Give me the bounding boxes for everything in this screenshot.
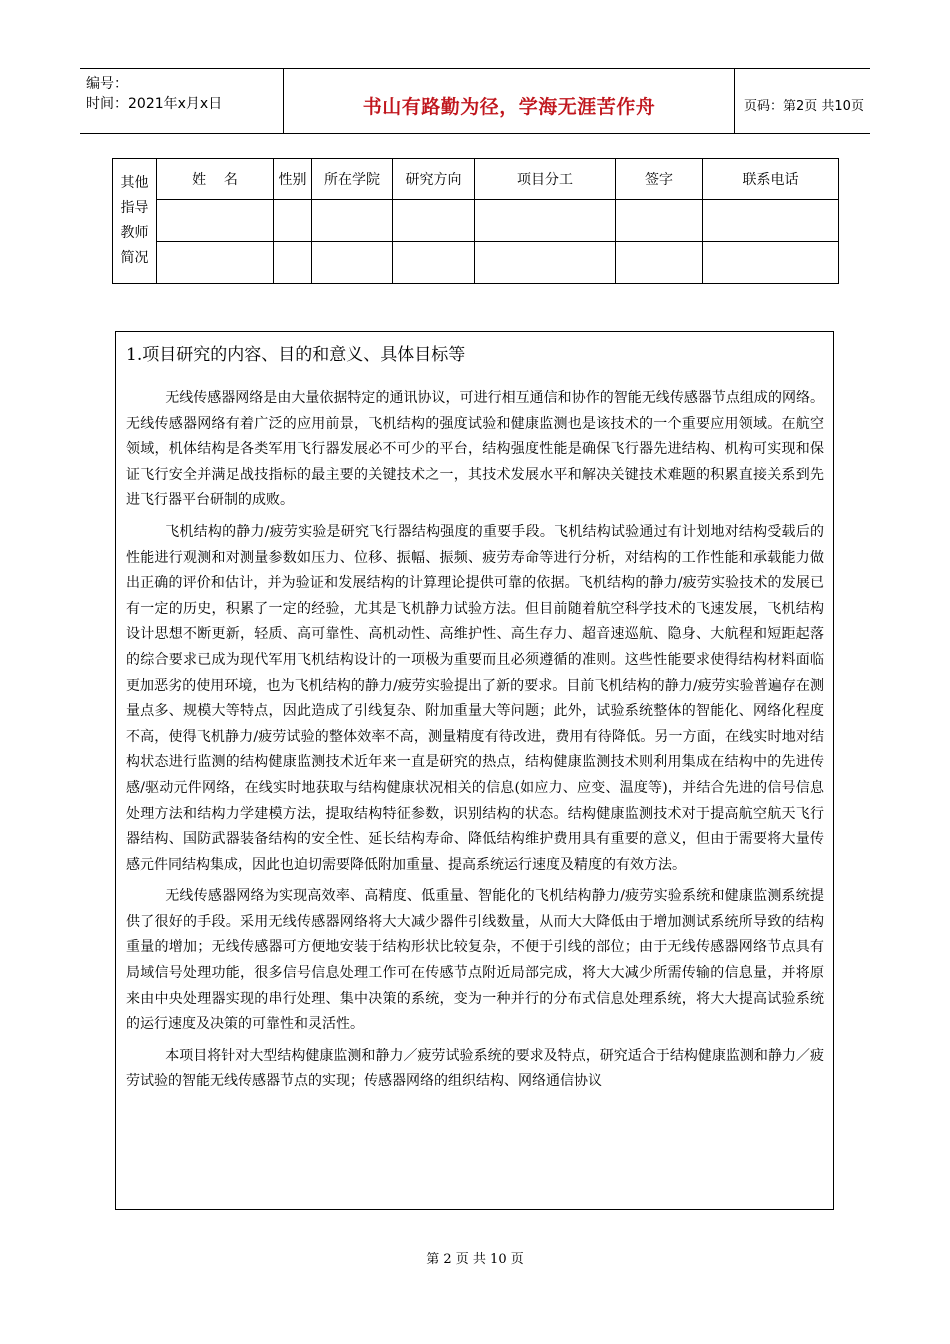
section-heading: 1.项目研究的内容、目的和意义、具体目标等: [126, 345, 466, 365]
table-cell[interactable]: [157, 200, 274, 242]
page-header: [80, 68, 870, 134]
content-box: [115, 331, 834, 1210]
paragraph: 本项目将针对大型结构健康监测和静力／疲劳试验系统的要求及特点，研究适合于结构健康监测和静力／疲劳试验的智能无线传感器节点的实现；传感器网络的组织结构、网络通信协议: [126, 1047, 824, 1090]
table-cell[interactable]: [157, 242, 274, 284]
header-page-code: 页码：第2页 共10页: [744, 99, 864, 114]
table-cell[interactable]: [274, 200, 312, 242]
content-body: [126, 386, 824, 1101]
side-label-line: 指导: [120, 200, 149, 216]
table-cell[interactable]: [274, 242, 312, 284]
column-header-college: 所在学院: [312, 159, 393, 200]
column-header-task: 项目分工: [475, 159, 616, 200]
advisor-side-label: [113, 159, 157, 284]
table-row: [113, 242, 839, 284]
table-cell[interactable]: [312, 242, 393, 284]
side-label-line: 教师: [120, 225, 149, 241]
table-cell[interactable]: [616, 200, 703, 242]
advisor-table: [112, 158, 839, 284]
column-header-gender: 性别: [274, 159, 312, 200]
table-cell[interactable]: [312, 200, 393, 242]
document-number-label: 编号：: [86, 76, 128, 92]
paragraph: 无线传感器网络是由大量依据特定的通讯协议，可进行相互通信和协作的智能无线传感器节点组成的网络。无线传感器网络有着广泛的应用前景，飞机结构的强度试验和健康监测也是该技术的一个重要应用领域。在航空领域，机体结构是各类军用飞行器发展必不可少的平台，结构强度性能是确保飞行器先进结构、机构可实现和保证飞行安全并满足战技指标的最主要的关键技术之一，其技术发展水平和解决关键技术难题的积累直接关系到先进飞行器平台研制的成败。: [126, 390, 824, 509]
header-motto: 书山有路勤为径，学海无涯苦作舟: [362, 96, 656, 118]
column-header-name: 姓 名: [157, 159, 274, 200]
side-label-line: 简况: [120, 250, 149, 266]
document-date-label: 时间：2021年x月x日: [86, 96, 223, 112]
column-header-research: 研究方向: [393, 159, 475, 200]
header-right-cell: [734, 69, 870, 133]
column-header-signature: 签字: [616, 159, 703, 200]
header-left-cell: [80, 69, 283, 133]
table-cell[interactable]: [703, 200, 839, 242]
paragraph: 飞机结构的静力/疲劳实验是研究飞行器结构强度的重要手段。飞机结构试验通过有计划地对结构受载后的性能进行观测和对测量参数如压力、位移、振幅、振频、疲劳寿命等进行分析，对结构的工作性能和承载能力做出正确的评价和估计，并为验证和发展结构的计算理论提供可靠的依据。飞机结构的静力/疲劳实验技术的发展已有一定的历史，积累了一定的经验，尤其是飞机静力试验方法。但目前随着航空科学技术的飞速发展，飞机结构设计思想不断更新，轻质、高可靠性、高机动性、高维护性、高生存力、超音速巡航、隐身、大航程和短距起落的综合要求已成为现代军用飞机结构设计的一项极为重要而且必须遵循的准则。这些性能要求使得结构材料面临更加恶劣的使用环境，也为飞机结构的静力/疲劳实验提出了新的要求。目前飞机结构的静力/疲劳实验普遍存在测量点多、规模大等特点，因此造成了引线复杂、附加重量大等问题；此外，试验系统整体的智能化、网络化程度不高，使得飞机静力/疲劳试验的整体效率不高，测量精度有待改进，费用有待降低。另一方面，在线实时地对结构状态进行监测的结构健康监测技术近年来一直是研究的热点，结构健康监测技术则利用集成在结构中的先进传感/驱动元件网络，在线实时地获取与结构健康状况相关的信息(如应力、应变、温度等)，并结合先进的信号信息处理方法和结构力学建模方法，提取结构特征参数，识别结构的状态。结构健康监测技术对于提高航空航天飞行器结构、国防武器装备结构的安全性、延长结构寿命、降低结构维护费用具有重要的意义，但由于需要将大量传感元件同结构集成，因此也迫切需要降低附加重量、提高系统运行速度及精度的有效方法。: [126, 523, 824, 873]
table-cell[interactable]: [475, 200, 616, 242]
header-motto-cell: [283, 69, 735, 133]
table-cell[interactable]: [616, 242, 703, 284]
table-row: [113, 200, 839, 242]
table-cell[interactable]: [703, 242, 839, 284]
table-cell[interactable]: [393, 242, 475, 284]
paragraph: 无线传感器网络为实现高效率、高精度、低重量、智能化的飞机结构静力/疲劳实验系统和健康监测系统提供了很好的手段。采用无线传感器网络将大大减少器件引线数量，从而大大降低由于增加测试系统所导致的结构重量的增加；无线传感器可方便地安装于结构形状比较复杂，不便于引线的部位；由于无线传感器网络节点具有局域信号处理功能，很多信号信息处理工作可在传感节点附近局部完成，将大大减少所需传输的信息量，并将原来由中央处理器实现的串行处理、集中决策的系统，变为一种并行的分布式信息处理系统，将大大提高试验系统的运行速度及决策的可靠性和灵活性。: [126, 888, 824, 1033]
side-label-line: 其他: [120, 175, 149, 191]
table-cell[interactable]: [475, 242, 616, 284]
column-header-phone: 联系电话: [703, 159, 839, 200]
page-footer: 第 2 页 共 10 页: [426, 1252, 524, 1267]
table-cell[interactable]: [393, 200, 475, 242]
